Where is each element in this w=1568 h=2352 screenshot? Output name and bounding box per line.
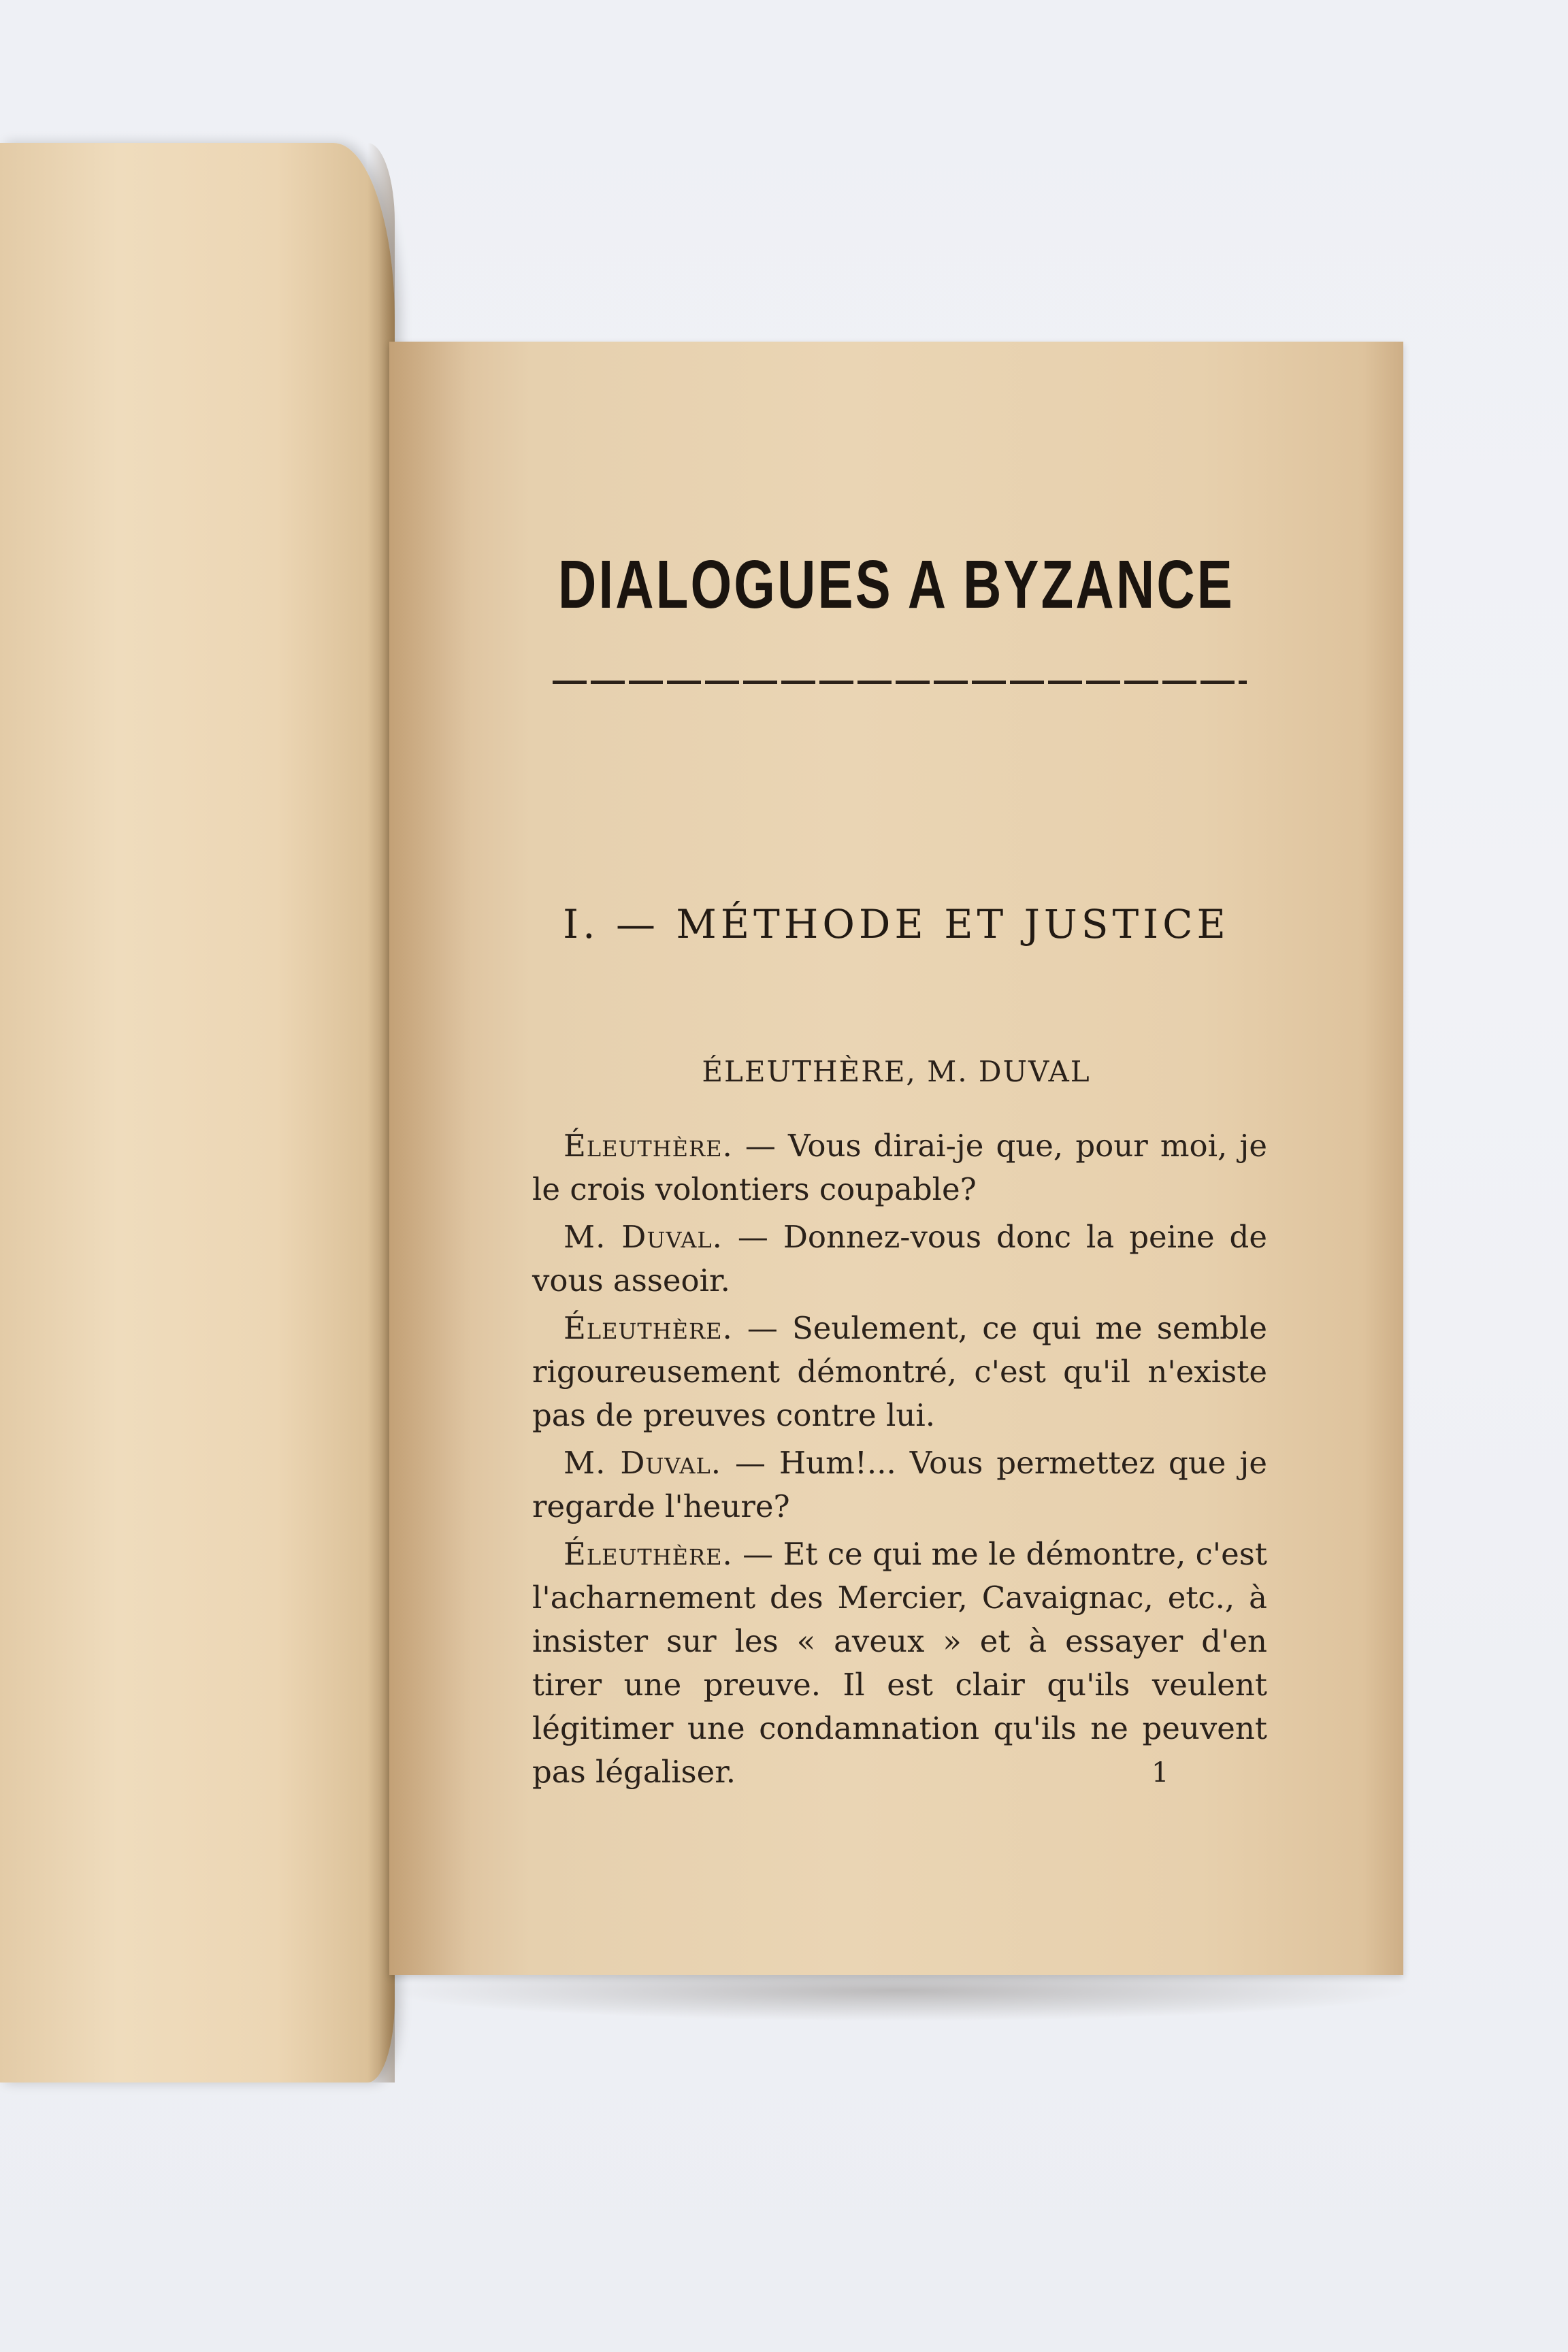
speech-text: — Seulement, ce qui me semble rigoureusement démontré, c'est qu'il n'existe pas de preuves contre lui. xyxy=(532,1310,1267,1433)
page-number: 1 xyxy=(1152,1757,1169,1788)
dialogue-paragraph xyxy=(532,1441,1267,1529)
speech-text: — Donnez-vous donc la peine de vous asseoir. xyxy=(532,1219,1267,1298)
dialogue-paragraph xyxy=(532,1307,1267,1437)
speaker-name: M. Duval. xyxy=(564,1445,721,1481)
speech-text: — Vous dirai-je que, pour moi, je le crois volontiers coupable? xyxy=(532,1128,1267,1207)
dialogue-text xyxy=(532,1124,1267,1798)
dialogue-paragraph xyxy=(532,1215,1267,1303)
speech-text: — Et ce qui me le démontre, c'est l'acharnement des Mercier, Cavaignac, etc., à insister sur les « aveux » et à essayer d'en tirer une preuve. Il est clair qu'ils veulent légitimer une condamnation qu'ils ne peuvent pas légaliser. xyxy=(532,1536,1267,1790)
right-page xyxy=(389,342,1403,1975)
speaker-name: Éleuthère. xyxy=(564,1536,733,1572)
speaker-name: M. Duval. xyxy=(564,1219,723,1255)
dialogue-paragraph xyxy=(532,1533,1267,1794)
book-title: DIALOGUES A BYZANCE xyxy=(558,546,1235,623)
speaker-name: Éleuthère. xyxy=(564,1128,733,1164)
left-page xyxy=(0,143,395,2082)
characters-list: ÉLEUTHÈRE, M. DUVAL xyxy=(702,1055,1091,1088)
gutter-shadow xyxy=(389,342,471,1975)
title-rule-gaps xyxy=(553,681,1247,684)
dialogue-paragraph xyxy=(532,1124,1267,1211)
speech-text: — Hum!... Vous permettez que je regarde l'heure? xyxy=(532,1445,1267,1524)
chapter-heading: I. — MÉTHODE ET JUSTICE xyxy=(563,901,1230,947)
speaker-name: Éleuthère. xyxy=(564,1310,733,1346)
